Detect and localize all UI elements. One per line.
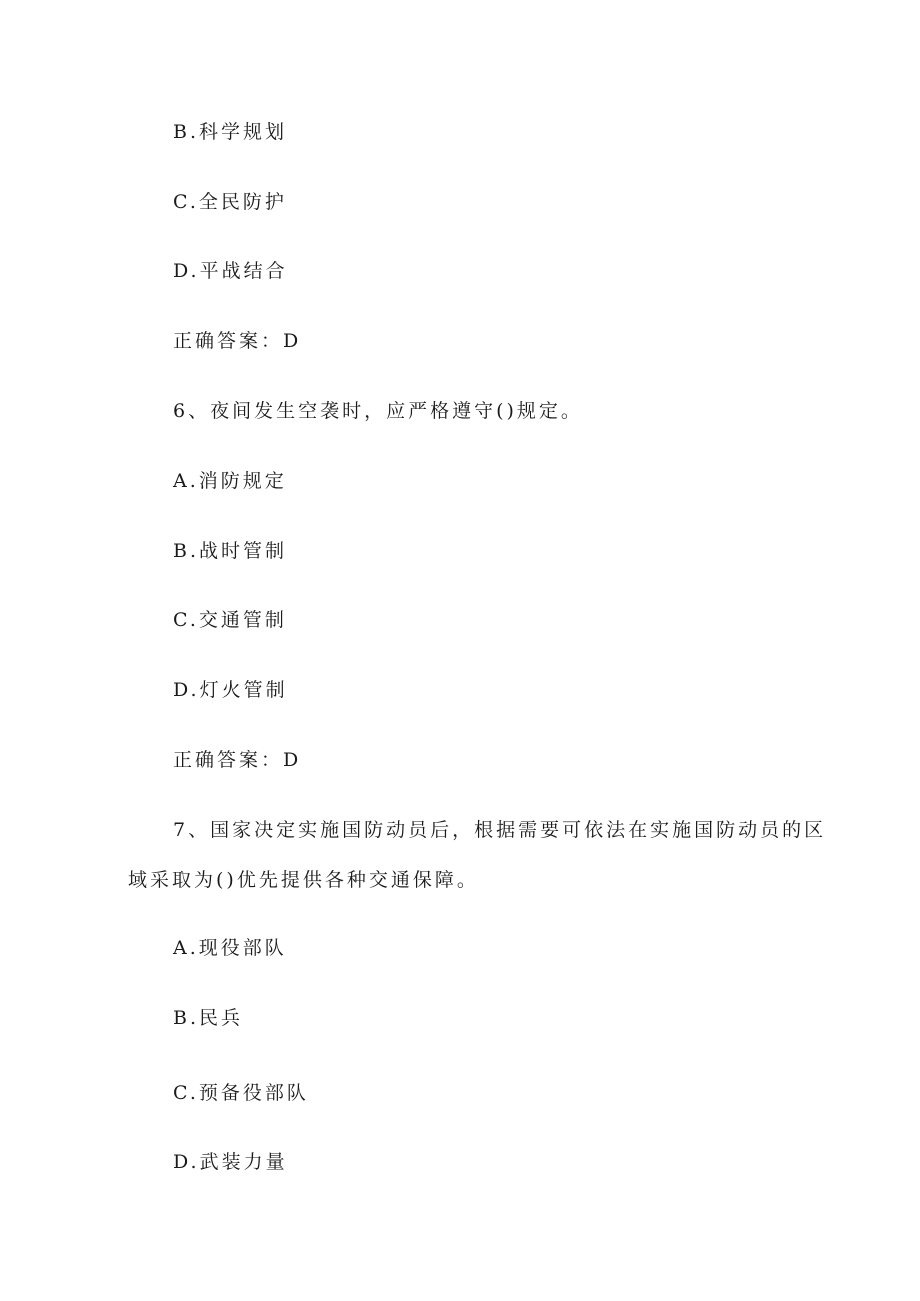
q5-answer: 正确答案：D: [173, 330, 302, 352]
q7-option-d: D.武装力量: [173, 1151, 288, 1173]
q5-option-d: D.平战结合: [173, 260, 288, 282]
q7-option-a: A.现役部队: [173, 937, 287, 959]
q7-question-line1: 7、国家决定实施国防动员后，根据需要可依法在实施国防动员的区: [173, 819, 827, 841]
q6-option-b: B.战时管制: [173, 540, 288, 562]
q5-option-c: C.全民防护: [173, 191, 287, 213]
q6-option-d: D.灯火管制: [173, 679, 288, 701]
q5-option-b: B.科学规划: [173, 121, 288, 143]
q6-question: 6、夜间发生空袭时，应严格遵守()规定。: [173, 400, 583, 422]
q6-option-a: A.消防规定: [173, 470, 287, 492]
q6-answer: 正确答案：D: [173, 749, 302, 771]
q6-option-c: C.交通管制: [173, 609, 287, 631]
q7-question-line2: 域采取为()优先提供各种交通保障。: [128, 869, 479, 891]
q7-option-b: B.民兵: [173, 1007, 244, 1029]
q7-option-c: C.预备役部队: [173, 1082, 309, 1104]
